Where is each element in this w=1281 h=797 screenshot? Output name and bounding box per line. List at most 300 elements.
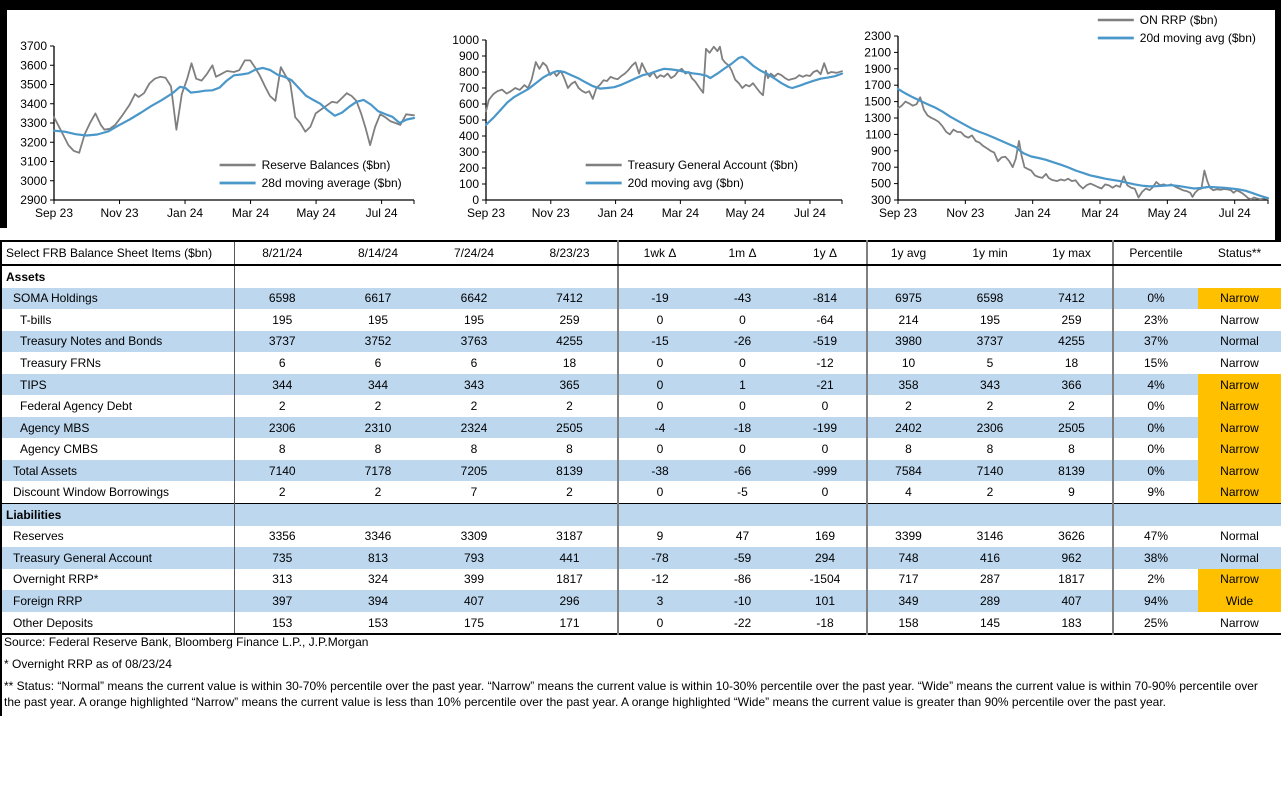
cell: 2 [278, 399, 286, 414]
cell: -1504 [784, 569, 867, 591]
cell: 3752 [364, 334, 392, 349]
table-row-t-bills [1, 309, 1281, 331]
cell: -22 [733, 615, 752, 630]
on-rrp-svg [852, 10, 1276, 232]
cell: 294 [784, 547, 867, 569]
cell: 171 [522, 612, 618, 635]
cell: 793 [463, 550, 485, 565]
x-tick-label: Jul 24 [1218, 206, 1251, 220]
table-row-assets [1, 265, 1281, 288]
status-cell: Narrow [1220, 312, 1259, 327]
cell: 2 [522, 481, 618, 503]
cell: 813 [367, 550, 389, 565]
x-tick-label: Nov 23 [100, 206, 139, 220]
status-cell [1198, 265, 1281, 288]
cell: 6598 [976, 291, 1004, 306]
y-tick-label: 900 [458, 49, 479, 63]
table-header-row [1, 241, 1281, 265]
x-tick-label: Jan 24 [1014, 206, 1051, 220]
cell: 153 [367, 615, 389, 630]
cell: 1817 [522, 569, 618, 591]
cell: 7178 [364, 463, 392, 478]
cell: 214 [898, 312, 919, 327]
status-cell: Narrow [1220, 615, 1259, 630]
legend-label: 20d moving avg ($bn) [627, 176, 744, 190]
row-label: Other Deposits [1, 612, 234, 635]
y-tick-label: 3200 [20, 135, 47, 150]
cell: 8 [522, 438, 618, 460]
x-tick-label: Nov 23 [531, 206, 570, 220]
status-cell: Wide [1198, 590, 1281, 612]
footer-left-rule [0, 631, 2, 716]
row-label: Assets [1, 265, 234, 288]
balance-sheet-table [0, 240, 1281, 635]
status-cell: Narrow [1198, 460, 1281, 482]
cell: 3356 [268, 529, 296, 544]
row-label: Overnight RRP* [1, 569, 234, 591]
row-label: Treasury Notes and Bonds [1, 331, 234, 353]
cell: -43 [733, 291, 752, 306]
cell: 0 [656, 615, 664, 630]
cell: 4 [905, 485, 912, 500]
row-label: TIPS [1, 374, 234, 396]
cell: 717 [898, 572, 919, 587]
status-cell: Narrow [1198, 374, 1281, 396]
cell: 0% [1147, 442, 1165, 457]
cell [234, 504, 330, 526]
x-tick-label: Sep 23 [878, 206, 918, 220]
cell: 289 [979, 593, 1001, 608]
x-tick-label: Jul 24 [365, 206, 398, 220]
cell [522, 504, 618, 526]
y-tick-label: 700 [870, 160, 891, 175]
cell [784, 265, 867, 288]
cell: 2310 [364, 420, 392, 435]
x-tick-label: Mar 24 [231, 206, 270, 220]
y-tick-label: 500 [870, 176, 891, 191]
cell: 344 [367, 377, 389, 392]
row-label: Agency MBS [1, 417, 234, 439]
cell: 153 [272, 615, 293, 630]
table-row-federal-agency-debt [1, 395, 1281, 417]
cell: 0% [1147, 463, 1165, 478]
table-row-treasury-frns [1, 352, 1281, 374]
table-row-agency-cmbs [1, 438, 1281, 460]
cell [330, 504, 426, 526]
cell: 4255 [522, 331, 618, 353]
y-tick-label: 3400 [20, 96, 47, 111]
cell: 313 [272, 572, 293, 587]
chart-on-rrp [852, 10, 1276, 232]
cell: 0 [739, 399, 746, 414]
cell: 3737 [976, 334, 1004, 349]
cell [1031, 265, 1113, 288]
cell: 0 [656, 442, 664, 457]
cell: -38 [651, 463, 669, 478]
reserve-balances-svg [8, 10, 422, 232]
cell: 3980 [895, 334, 922, 349]
x-tick-label: Sep 23 [466, 206, 506, 220]
cell: -64 [784, 309, 867, 331]
cell: 7205 [460, 463, 488, 478]
cell: 394 [367, 593, 389, 608]
cell: 1817 [1031, 569, 1113, 591]
cell: 2306 [976, 420, 1004, 435]
cell: -4 [654, 420, 666, 435]
cell: 10 [901, 355, 916, 370]
cell: -10 [733, 593, 752, 608]
row-label: T-bills [1, 309, 234, 331]
footnote-status-definition: ** Status: “Normal” means the current value is within 30-70% percentile over the past year. “Narrow” means the current value is within 10-30% percentile over the past year. “Wide” means the current value is within 70-90% percentile over the past year. A orange highlighted “Narrow” means the current value is less than 10% percentile over the past year. A orange highlighted “Wide” means the current value is greater than 90% percentile over the past year. [4, 679, 1258, 709]
cell: 6 [278, 355, 286, 370]
cell: 0 [656, 485, 664, 500]
window-edge-left [0, 0, 7, 228]
cell: 158 [898, 615, 919, 630]
chart-treasury-general-account [440, 10, 850, 232]
cell [426, 265, 522, 288]
col-header: Status** [1198, 241, 1281, 265]
legend-label: 28d moving average ($bn) [261, 176, 402, 190]
row-label: Foreign RRP [1, 590, 234, 612]
cell: 6642 [460, 291, 488, 306]
cell: 343 [979, 377, 1001, 392]
legend-label: ON RRP ($bn) [1139, 13, 1218, 27]
row-label: Treasury FRNs [1, 352, 234, 374]
cell: 195 [979, 312, 1001, 327]
chart-reserve-balances [8, 10, 422, 232]
y-tick-label: 200 [458, 161, 479, 175]
cell: 2324 [460, 420, 488, 435]
cell: -15 [651, 334, 669, 349]
cell: 2 [522, 395, 618, 417]
cell: 2 [905, 399, 912, 414]
cell: 1 [739, 377, 746, 392]
x-tick-label: May 24 [725, 206, 765, 220]
table-row-treasury-notes-and-bonds [1, 331, 1281, 353]
cell: 0% [1147, 399, 1165, 414]
cell [867, 265, 949, 288]
x-tick-label: May 24 [296, 206, 336, 220]
cell [701, 504, 784, 526]
cell: 8 [905, 442, 912, 457]
col-header: 1y min [949, 241, 1031, 265]
cell: 3626 [1031, 526, 1113, 548]
cell: 7412 [522, 288, 618, 310]
cell: 195 [272, 312, 293, 327]
cell: 8 [1031, 438, 1113, 460]
cell [701, 265, 784, 288]
cell: 2 [1031, 395, 1113, 417]
col-header: 1y max [1031, 241, 1113, 265]
source-line: Source: Federal Reserve Bank, Bloomberg Finance L.P., J.P.Morgan [4, 635, 369, 649]
row-label: Treasury General Account [1, 547, 234, 569]
cell: 0 [784, 438, 867, 460]
col-header: 8/21/24 [234, 241, 330, 265]
series-on-rrp-bn [898, 97, 1268, 199]
cell: 23% [1143, 312, 1169, 327]
cell [618, 504, 701, 526]
y-tick-label: 1300 [864, 111, 891, 125]
cell: -814 [784, 288, 867, 310]
cell: 183 [1031, 612, 1113, 635]
y-tick-label: 2300 [864, 29, 891, 43]
y-tick-label: 600 [458, 97, 479, 111]
cell: -59 [733, 550, 752, 565]
cell: 3737 [268, 334, 296, 349]
cell: -78 [651, 550, 669, 565]
table-row-overnight-rrp [1, 569, 1281, 591]
cell: 2 [374, 485, 382, 500]
cell: 4% [1147, 377, 1165, 392]
x-tick-label: Jul 24 [793, 206, 826, 220]
y-tick-label: 900 [870, 143, 891, 158]
cell [618, 265, 701, 288]
row-label: SOMA Holdings [1, 288, 234, 310]
y-tick-label: 3700 [20, 39, 47, 53]
col-header: 1wk Δ [618, 241, 701, 265]
y-tick-label: 1700 [864, 78, 891, 93]
legend-label: Reserve Balances ($bn) [261, 158, 391, 172]
cell: 47% [1143, 529, 1169, 544]
cell: 0% [1147, 291, 1165, 306]
cell: 47 [735, 529, 750, 544]
cell: 8 [374, 442, 382, 457]
cell: 8139 [522, 460, 618, 482]
cell [1031, 504, 1113, 526]
status-cell: Narrow [1198, 395, 1281, 417]
cell: 6617 [364, 291, 392, 306]
cell [234, 265, 330, 288]
y-tick-label: 300 [458, 145, 479, 159]
y-tick-label: 100 [458, 177, 479, 191]
footnote-overnight-rrp: * Overnight RRP as of 08/23/24 [4, 657, 172, 671]
cell: 2% [1147, 572, 1165, 587]
col-header: 8/23/23 [522, 241, 618, 265]
col-header: 1y Δ [784, 241, 867, 265]
cell: 324 [367, 572, 389, 587]
cell: 416 [979, 550, 1001, 565]
cell: -999 [784, 460, 867, 482]
cell: 0 [656, 377, 664, 392]
table-row-treasury-general-account [1, 547, 1281, 569]
col-header: 8/14/24 [330, 241, 426, 265]
cell: 15% [1143, 355, 1169, 370]
cell: 0 [784, 395, 867, 417]
cell: 7140 [976, 463, 1004, 478]
table-title: Select FRB Balance Sheet Items ($bn) [1, 241, 234, 265]
cell: 9 [656, 529, 664, 544]
cell: -519 [784, 331, 867, 353]
y-tick-label: 700 [458, 81, 479, 95]
x-tick-label: Jan 24 [597, 206, 634, 220]
table-row-liabilities [1, 504, 1281, 526]
cell: 3146 [976, 529, 1004, 544]
window-edge-top [0, 0, 1281, 10]
cell: 195 [463, 312, 485, 327]
cell: 38% [1143, 550, 1169, 565]
cell: 0 [784, 481, 867, 503]
cell: 101 [784, 590, 867, 612]
cell: 3399 [895, 529, 922, 544]
cell: 0 [656, 399, 664, 414]
cell: 9% [1147, 485, 1165, 500]
table-row-foreign-rrp [1, 590, 1281, 612]
cell: 6 [374, 355, 382, 370]
cell: 3 [656, 593, 664, 608]
cell: 441 [522, 547, 618, 569]
cell: 9 [1031, 481, 1113, 503]
cell: 2 [374, 399, 382, 414]
status-cell: Narrow [1198, 438, 1281, 460]
legend-label: 20d moving avg ($bn) [1139, 31, 1256, 45]
status-cell: Normal [1220, 529, 1259, 544]
status-cell: Narrow [1198, 288, 1281, 310]
cell: 735 [272, 550, 293, 565]
table-row-discount-window-borrowings [1, 481, 1281, 503]
x-tick-label: May 24 [1147, 206, 1188, 220]
cell: 7140 [268, 463, 296, 478]
cell: -19 [651, 291, 669, 306]
series-treasury-general-account-bn [486, 47, 842, 112]
cell: 748 [898, 550, 919, 565]
row-label: Discount Window Borrowings [1, 481, 234, 503]
x-tick-label: Mar 24 [1081, 206, 1119, 220]
cell: 8 [986, 442, 994, 457]
row-label: Liabilities [1, 504, 234, 526]
table-row-agency-mbs [1, 417, 1281, 439]
table-row-total-assets [1, 460, 1281, 482]
cell: 4255 [1031, 331, 1113, 353]
cell: -5 [737, 485, 748, 500]
status-cell: Narrow [1198, 417, 1281, 439]
cell: 0 [656, 355, 664, 370]
cell: 399 [463, 572, 485, 587]
cell: 259 [522, 309, 618, 331]
table-row-reserves [1, 526, 1281, 548]
y-tick-label: 500 [458, 113, 479, 127]
col-header: 7/24/24 [426, 241, 522, 265]
cell: 2 [986, 485, 994, 500]
cell [330, 265, 426, 288]
cell [867, 504, 949, 526]
y-tick-label: 0 [472, 193, 479, 207]
cell: 0 [739, 312, 746, 327]
cell: 25% [1143, 615, 1169, 630]
cell: 2505 [1031, 417, 1113, 439]
cell: 2505 [522, 417, 618, 439]
cell: 145 [979, 615, 1001, 630]
cell: 6975 [895, 291, 922, 306]
status-cell: Normal [1220, 550, 1259, 565]
cell: 175 [463, 615, 485, 630]
status-cell: Narrow [1198, 481, 1281, 503]
row-label: Agency CMBS [1, 438, 234, 460]
cell: 8 [470, 442, 478, 457]
cell: 0% [1147, 420, 1165, 435]
treasury-general-account-svg [440, 10, 850, 232]
cell: -86 [733, 572, 752, 587]
y-tick-label: 2900 [20, 193, 47, 207]
cell: 6 [470, 355, 478, 370]
cell: 195 [367, 312, 389, 327]
cell: 2402 [895, 420, 922, 435]
cell: -66 [733, 463, 752, 478]
table-row-tips [1, 374, 1281, 396]
cell: 366 [1031, 374, 1113, 396]
cell: -21 [784, 374, 867, 396]
x-tick-label: Sep 23 [34, 206, 74, 220]
y-tick-label: 3300 [20, 116, 47, 130]
x-tick-label: Jan 24 [167, 206, 204, 220]
cell: 18 [522, 352, 618, 374]
y-tick-label: 800 [458, 65, 479, 79]
cell: 0 [739, 355, 746, 370]
cell: -199 [784, 417, 867, 439]
y-tick-label: 2100 [864, 45, 891, 60]
cell: 6598 [268, 291, 296, 306]
cell: 407 [463, 593, 485, 608]
cell: 2 [278, 485, 286, 500]
cell: 169 [784, 526, 867, 548]
cell [949, 504, 1031, 526]
legend-label: Treasury General Account ($bn) [627, 158, 798, 172]
cell: 3346 [364, 529, 392, 544]
y-tick-label: 1500 [864, 94, 891, 109]
cell: 407 [1031, 590, 1113, 612]
cell: 2 [986, 399, 994, 414]
cell: 296 [522, 590, 618, 612]
cell: 2 [470, 399, 478, 414]
cell: 94% [1143, 593, 1169, 608]
cell: 259 [1031, 309, 1113, 331]
y-tick-label: 3500 [20, 77, 47, 92]
col-header: Percentile [1113, 241, 1198, 265]
table-row-other-deposits [1, 612, 1281, 635]
y-tick-label: 3000 [20, 173, 47, 188]
cell: -26 [733, 334, 752, 349]
cell: 365 [522, 374, 618, 396]
cell [426, 504, 522, 526]
series-20d-moving-avg-bn [898, 89, 1268, 198]
cell: 2306 [268, 420, 296, 435]
table-row-soma-holdings [1, 288, 1281, 310]
cell: 962 [1031, 547, 1113, 569]
cell: -12 [651, 572, 669, 587]
cell: 37% [1143, 334, 1169, 349]
y-tick-label: 300 [870, 193, 891, 207]
col-header: 1m Δ [701, 241, 784, 265]
cell: 8139 [1031, 460, 1113, 482]
cell: -18 [733, 420, 752, 435]
col-header: 1y avg [867, 241, 949, 265]
cell [949, 265, 1031, 288]
cell [1113, 504, 1198, 526]
row-label: Total Assets [1, 460, 234, 482]
status-cell: Normal [1220, 334, 1259, 349]
cell: 397 [272, 593, 293, 608]
status-cell [1198, 504, 1281, 526]
x-tick-label: Mar 24 [661, 206, 700, 220]
cell: 0 [739, 442, 746, 457]
cell: 358 [898, 377, 919, 392]
status-cell: Narrow [1220, 355, 1259, 370]
row-label: Reserves [1, 526, 234, 548]
cell: 344 [272, 377, 293, 392]
cell [522, 265, 618, 288]
cell: -18 [784, 612, 867, 635]
y-tick-label: 1000 [452, 33, 479, 47]
cell: 8 [278, 442, 286, 457]
